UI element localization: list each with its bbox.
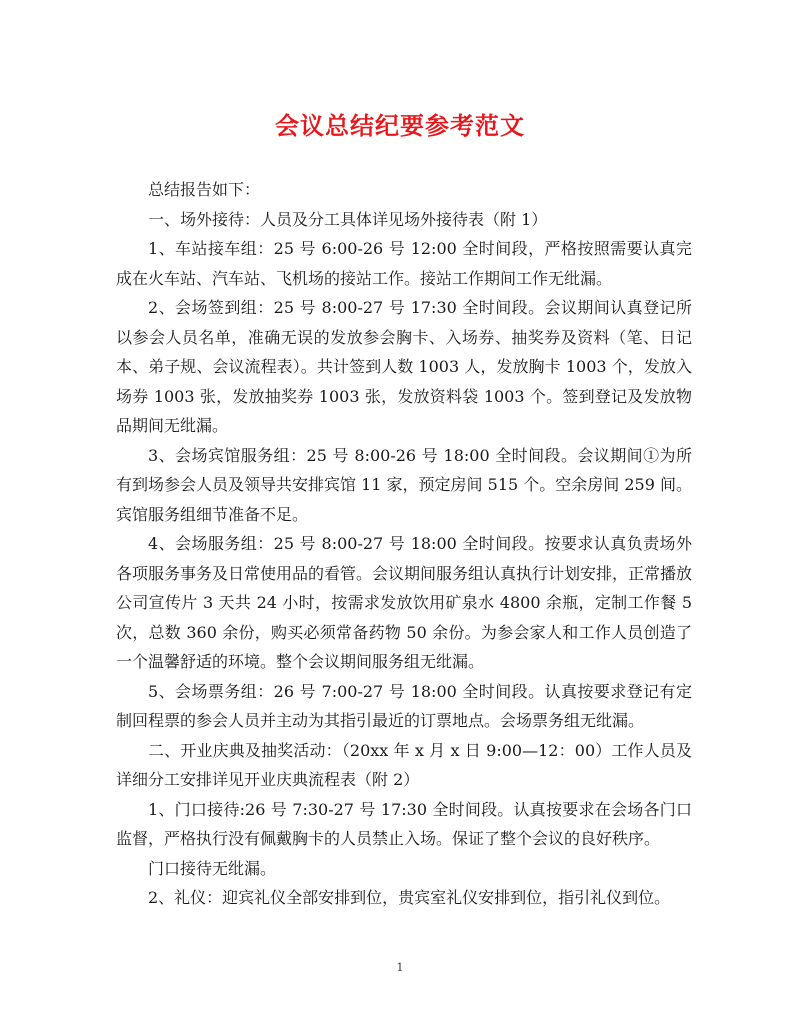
- document-body: [116, 175, 692, 913]
- paragraph-venue-service: 4、会场服务组：25 号 8:00-27 号 18:00 全时间段。按要求认真负责场外各项服务事务及日常使用品的看管。会议期间服务组认真执行计划安排，正常播放公司宣传片 3 天共 24 小时，按需求发放饮用矿泉水 4800 余瓶，定制工作餐 5 次，总数 360 余份，购买必须常备药物 50 余份。为参会家人和工作人员创造了一个温馨舒适的环境。整个会议期间服务组无纰漏。: [116, 534, 693, 671]
- paragraph-door-reception: 1、门口接待:26 号 7:30-27 号 17:30 全时间段。认真按要求在会场各门口监督，严格执行没有佩戴胸卡的人员禁止入场。保证了整个会议的良好秩序。: [116, 799, 692, 848]
- paragraph-sign-in: 2、会场签到组：25 号 8:00-27 号 17:30 全时间段。会议期间认真登记所以参会人员名单，准确无误的发放参会胸卡、入场券、抽奖券及资料（笔、日记本、弟子规、会议流程表）。共计签到人数 1003 人，发放胸卡 1003 个，发放入场券 1003 张，发放抽奖券 1003 张，发放资料袋 1003 个。签到登记及发放物品期间无纰漏。: [116, 298, 692, 435]
- paragraph-section-1-heading: 一、场外接待：人员及分工具体详见场外接待表（附 1）: [148, 209, 548, 229]
- paragraph-hotel-service: 3、会场宾馆服务组：25 号 8:00-26 号 18:00 全时间段。会议期间①为所有到场参会人员及领导共安排宾馆 11 家，预定房间 515 个。空余房间 259 间。宾馆服务组细节准备不足。: [116, 445, 692, 524]
- paragraph-etiquette: 2、礼仪：迎宾礼仪全部安排到位，贵宾室礼仪安排到位，指引礼仪到位。: [148, 888, 671, 907]
- paragraph-station-pickup: 1、车站接车组：25 号 6:00-26 号 12:00 全时间段，严格按照需要认真完成在火车站、汽车站、飞机场的接站工作。接站工作期间工作无纰漏。: [116, 239, 692, 288]
- paragraph-door-reception-note: 门口接待无纰漏。: [148, 858, 277, 878]
- document-title: 会议总结纪要参考范文: [275, 112, 525, 140]
- paragraph-ticketing: 5、会场票务组：26 号 7:00-27 号 18:00 全时间段。认真按要求登记有定制回程票的参会人员并主动为其指引最近的订票地点。会场票务组无纰漏。: [116, 681, 692, 730]
- paragraph-intro: 总结报告如下：: [148, 180, 261, 199]
- page-number: 1: [396, 961, 404, 974]
- paragraph-section-2-heading: 二、开业庆典及抽奖活动：（20xx 年 x 月 x 日 9:00—12：00）工作人员及详细分工安排详见开业庆典流程表（附 2）: [116, 740, 692, 789]
